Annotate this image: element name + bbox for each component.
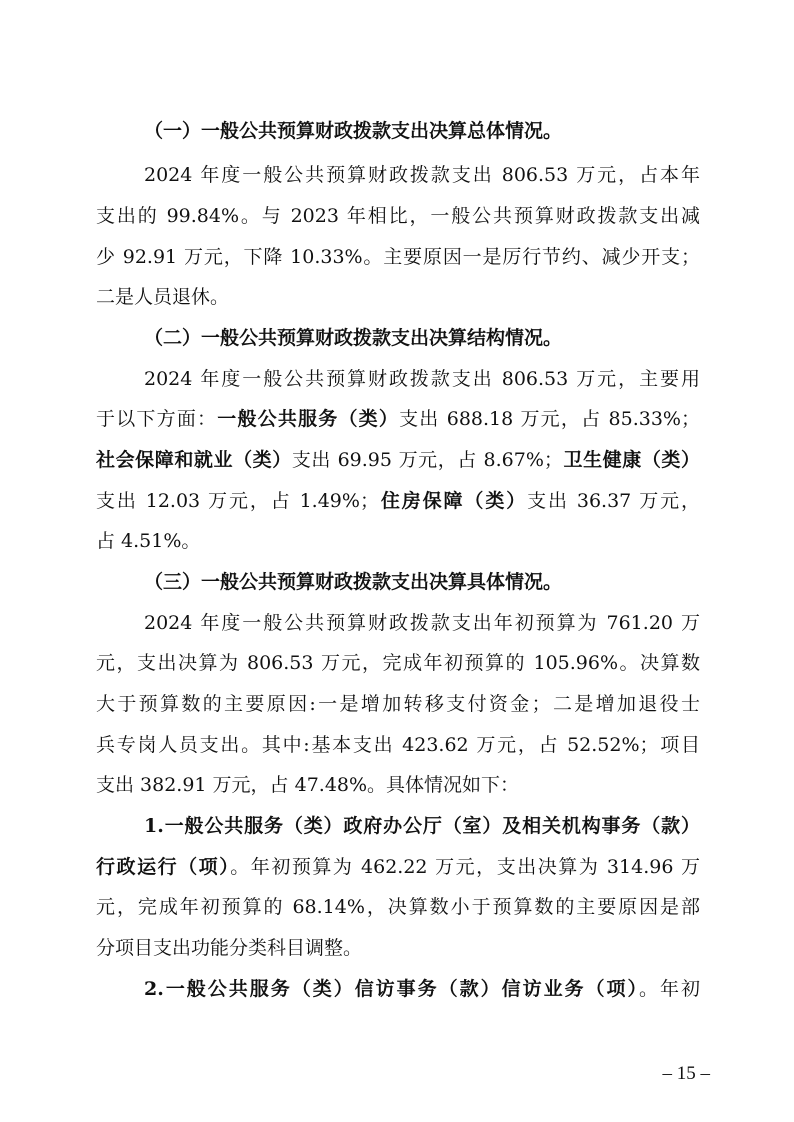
paragraph-line: 元，支出决算为 806.53 万元，完成年初预算的 105.96%。决算数 [96,652,700,674]
category-social-security: 社会保障和就业（类） [96,449,292,471]
paragraph-line: 2024 年度一般公共预算财政拨款支出年初预算为 761.20 万 [144,612,700,634]
paragraph-line: 2024 年度一般公共预算财政拨款支出 806.53 万元，占本年 [144,164,700,186]
category-general-public-services: 一般公共服务（类） [217,408,400,430]
category-health: 卫生健康（类） [562,449,700,471]
text-run: 于以下方面： [96,408,218,430]
paragraph-line: 分项目支出功能分类科目调整。 [96,937,363,959]
item-heading-1: 1.一般公共服务（类）政府办公厅（室）及相关机构事务（款） [144,815,700,837]
text-run: 支出 69.95 万元，占 8.67%； [291,449,563,471]
text-run: 。年初 [639,978,700,1000]
page-number: – 15 – [662,1063,710,1084]
section-heading-3: （三）一般公共预算财政拨款支出决算具体情况。 [144,571,563,593]
section-heading-2: （二）一般公共预算财政拨款支出决算结构情况。 [144,327,563,349]
paragraph-line: 占 4.51%。 [96,530,201,552]
paragraph-line [96,853,700,881]
paragraph-line: 2024 年度一般公共预算财政拨款支出 806.53 万元，主要用 [144,368,700,390]
paragraph-line [96,487,700,515]
paragraph-line [96,405,700,433]
paragraph-line: 二是人员退休。 [96,286,230,308]
paragraph-line: 支出的 99.84%。与 2023 年相比，一般公共预算财政拨款支出减 [96,205,700,227]
section-heading-1: （一）一般公共预算财政拨款支出决算总体情况。 [144,120,563,142]
category-housing: 住房保障（类） [378,490,528,512]
text-run: 支出 688.18 万元，占 85.33%； [399,408,700,430]
paragraph-line: 支出 382.91 万元，占 47.48%。具体情况如下： [96,774,520,796]
item-label: 行政运行（项） [96,856,231,878]
text-run: 支出 36.37 万元， [527,490,700,512]
item-heading-2: 2.一般公共服务（类）信访事务（款）信访业务（项） [144,978,640,1000]
text-run: 支出 12.03 万元，占 1.49%； [96,490,379,512]
paragraph-line: 少 92.91 万元，下降 10.33%。主要原因一是厉行节约、减少开支； [96,246,700,268]
text-run: 。年初预算为 462.22 万元，支出决算为 314.96 万 [230,856,700,878]
paragraph-line: 兵专岗人员支出。其中:基本支出 423.62 万元，占 52.52%；项目 [96,734,700,756]
paragraph-line [96,446,700,474]
paragraph-line [144,975,700,1003]
paragraph-line: 大于预算数的主要原因:一是增加转移支付资金；二是增加退役士 [96,693,700,715]
paragraph-line: 元，完成年初预算的 68.14%，决算数小于预算数的主要原因是部 [96,896,700,918]
